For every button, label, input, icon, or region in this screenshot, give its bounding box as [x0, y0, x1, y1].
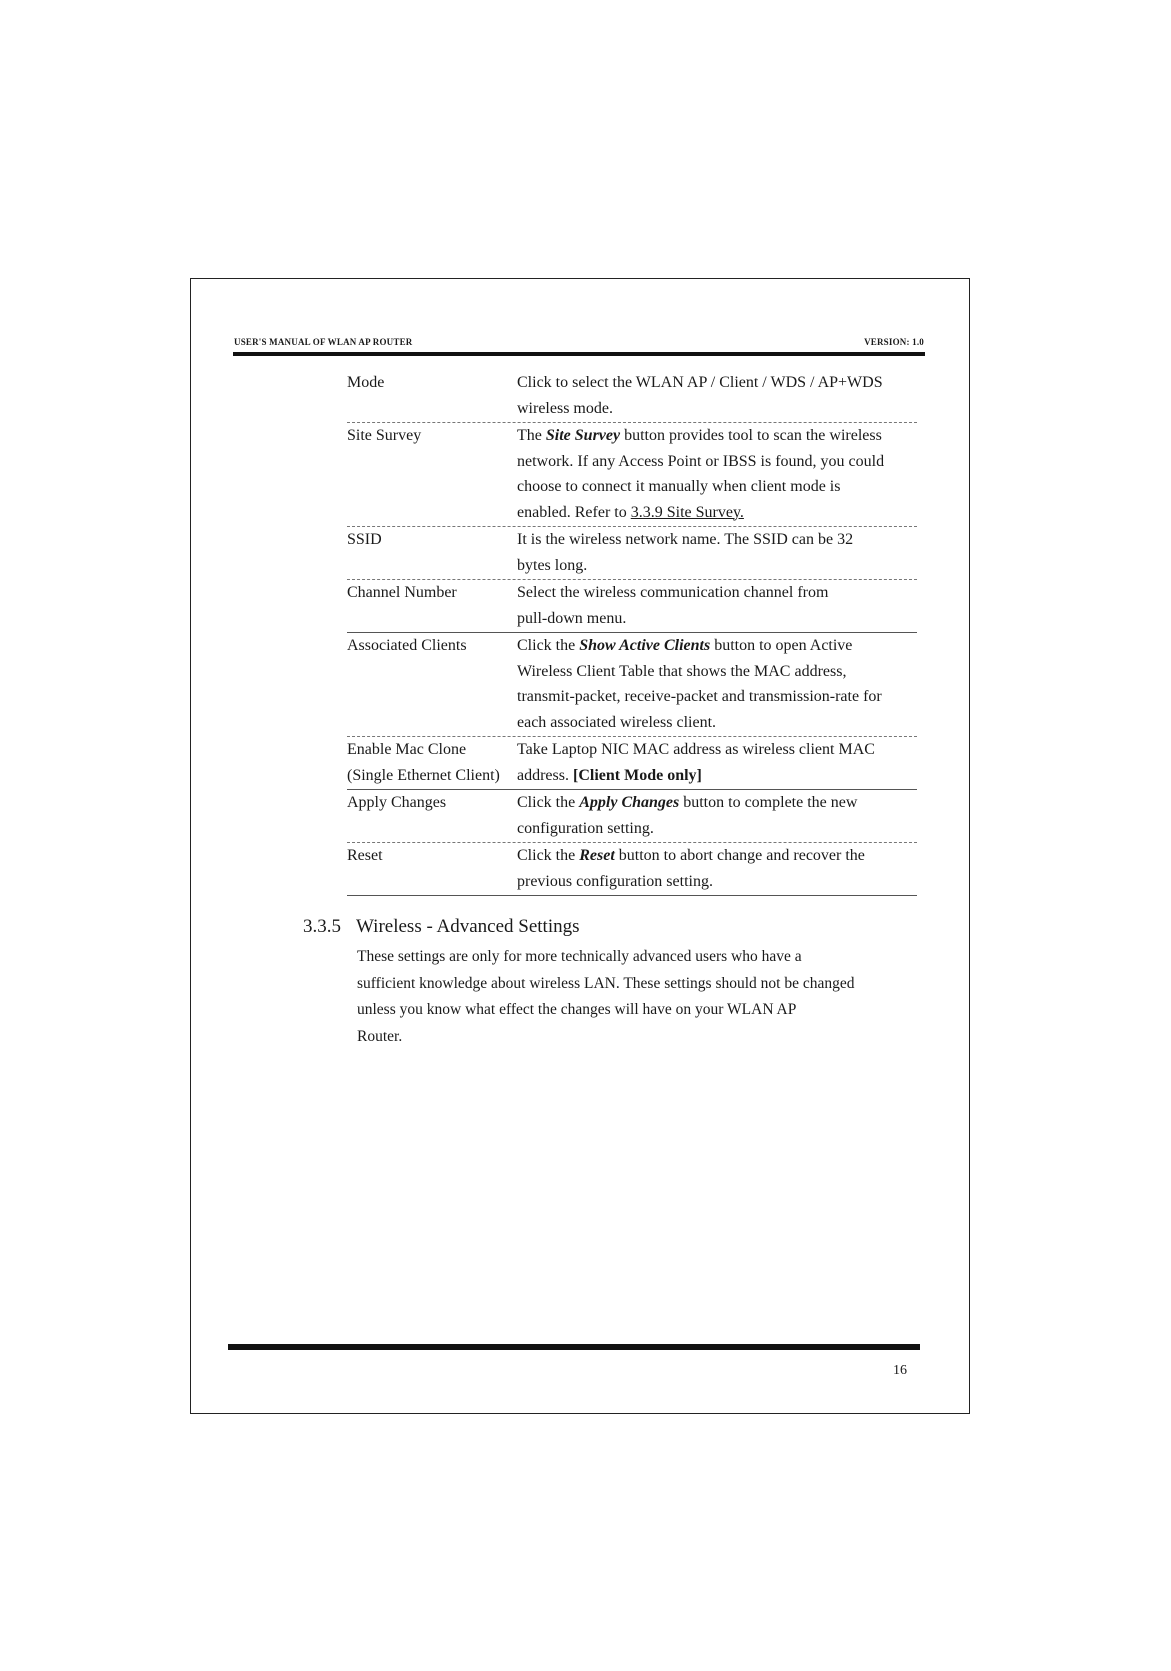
desc-line: Click the Apply Changes button to complete the new: [517, 794, 858, 811]
term-label: SSID: [347, 531, 382, 548]
term-description: [517, 370, 917, 421]
desc-line: pull-down menu.: [517, 609, 627, 627]
desc-line: configuration setting.: [517, 819, 654, 837]
term-description: [517, 580, 917, 631]
desc-line: enabled. Refer to 3.3.9 Site Survey.: [517, 503, 744, 521]
desc-line: wireless mode.: [517, 399, 613, 417]
desc-line: previous configuration setting.: [517, 872, 713, 890]
term-label: Site Survey: [347, 427, 422, 444]
term-description: [517, 737, 917, 788]
table-row-apply-changes: [347, 790, 917, 843]
desc-line: Click to select the WLAN AP / Client / WDS / AP+WDS: [517, 374, 883, 391]
desc-line: address. [Client Mode only]: [517, 766, 702, 784]
term-description: [517, 633, 917, 735]
table-row-mode: [347, 370, 917, 423]
table-row-enable-mac-clone: [347, 737, 917, 790]
term-label: Channel Number: [347, 584, 457, 601]
body-line: These settings are only for more technically advanced users who have a: [357, 948, 802, 965]
table-row-ssid: [347, 527, 917, 580]
show-active-clients-button-ref: Show Active Clients: [579, 637, 711, 654]
section-number: 3.3.5: [303, 916, 341, 937]
body-line: Router.: [357, 1027, 403, 1045]
reset-button-ref: Reset: [579, 847, 615, 864]
section-heading: [303, 916, 580, 938]
desc-line: bytes long.: [517, 556, 588, 574]
desc-line: It is the wireless network name. The SSID can be 32: [517, 531, 854, 548]
term-description: [517, 423, 917, 525]
table-row-reset: [347, 843, 917, 896]
term-description: [517, 527, 917, 578]
desc-line: Click the Reset button to abort change and recover the: [517, 847, 865, 864]
term-label: Apply Changes: [347, 794, 447, 811]
site-survey-link[interactable]: 3.3.9 Site Survey.: [630, 503, 744, 521]
term-label: [347, 737, 517, 788]
term-label: Associated Clients: [347, 637, 467, 654]
page-number: 16: [893, 1363, 907, 1378]
table-row-channel-number: [347, 580, 917, 633]
section-body: [357, 944, 917, 1050]
client-mode-note: [Client Mode only]: [572, 766, 702, 784]
page-header: [234, 337, 924, 351]
desc-line: Select the wireless communication channel from: [517, 584, 829, 601]
table-row-associated-clients: [347, 633, 917, 737]
table-row-site-survey: [347, 423, 917, 527]
desc-line: Take Laptop NIC MAC address as wireless client MAC: [517, 741, 875, 758]
apply-changes-button-ref: Apply Changes: [579, 794, 680, 811]
term-line: Enable Mac Clone: [347, 741, 467, 758]
desc-line: each associated wireless client.: [517, 713, 717, 731]
section-title: Wireless - Advanced Settings: [356, 916, 580, 937]
desc-line: transmit-packet, receive-packet and transmission-rate for: [517, 688, 882, 705]
term-description: [517, 790, 917, 841]
site-survey-button-ref: Site Survey: [545, 427, 621, 444]
term-label: Mode: [347, 374, 385, 391]
body-line: unless you know what effect the changes will have on your WLAN AP: [357, 1001, 797, 1018]
settings-table: [347, 370, 917, 896]
desc-line: network. If any Access Point or IBSS is found, you could: [517, 452, 885, 470]
version-label: VERSION: 1.0: [864, 337, 924, 347]
desc-line: Click the Show Active Clients button to open Active: [517, 637, 853, 654]
footer-rule: [228, 1344, 920, 1350]
manual-title: USER'S MANUAL OF WLAN AP ROUTER: [234, 337, 413, 347]
term-line: (Single Ethernet Client): [347, 766, 500, 784]
header-rule: [233, 352, 925, 356]
body-line: sufficient knowledge about wireless LAN. These settings should not be changed: [357, 974, 855, 992]
desc-line: Wireless Client Table that shows the MAC address,: [517, 662, 847, 680]
term-description: [517, 843, 917, 894]
desc-line: The Site Survey button provides tool to scan the wireless: [517, 427, 882, 444]
term-label: Reset: [347, 847, 383, 864]
desc-line: choose to connect it manually when client mode is: [517, 478, 841, 495]
